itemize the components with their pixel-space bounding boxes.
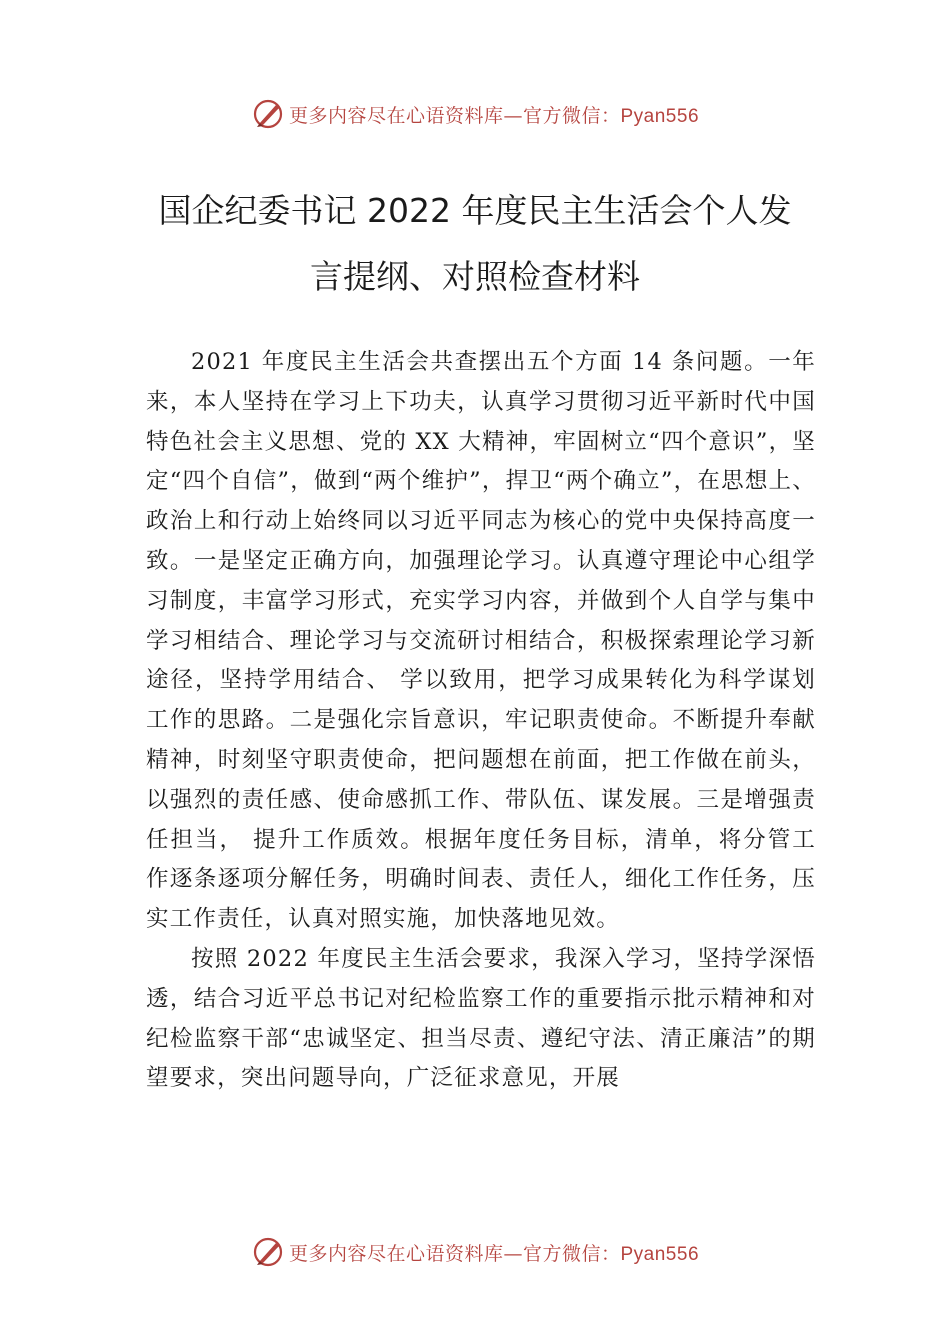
- banner-slogan: 更多内容尽在心语资料库: [288, 1242, 504, 1265]
- banner-slogan: 更多内容尽在心语资料库: [288, 104, 504, 127]
- footer-banner: [0, 1232, 950, 1272]
- banner-separator: —: [503, 1242, 523, 1265]
- banner-wechat-id: Pyan556: [620, 105, 700, 127]
- banner-text: [289, 101, 699, 128]
- title-line-1: 国企纪委书记 2022 年度民主生活会个人发: [158, 191, 792, 230]
- title-line-2: 言提纲、对照检查材料: [310, 257, 640, 296]
- pen-circle-logo-icon: [251, 1235, 285, 1269]
- document-title: [120, 178, 830, 310]
- document-body: [146, 343, 816, 1099]
- pen-circle-logo-icon: [251, 97, 285, 131]
- banner-wechat-label: 官方微信：: [522, 1242, 621, 1265]
- banner-wechat-id: Pyan556: [620, 1243, 700, 1265]
- paragraph-1: 2021 年度民主生活会共查摆出五个方面 14 条问题。一年来，本人坚持在学习上下功夫，认真学习贯彻习近平新时代中国特色社会主义思想、党的 XX 大精神，牢固树立“四个意识”，坚定“四个自信”，做到“两个维护”，捍卫“两个确立”，在思想上、政治上和行动上始终同以习近平同志为核心的党中央保持高度一致。一是坚定正确方向，加强理论学习。认真遵守理论中心组学习制度，丰富学习形式，充实学习内容，并做到个人自学与集中学习相结合、理论学习与交流研讨相结合，积极探索理论学习新途径，坚持学用结合、 学以致用，把学习成果转化为科学谋划工作的思路。二是强化宗旨意识，牢记职责使命。不断提升奉献精神，时刻坚守职责使命，把问题想在前面，把工作做在前头，以强烈的责任感、使命感抓工作、带队伍、谋发展。三是增强责任担当， 提升工作质效。根据年度任务目标，清单，将分管工作逐条逐项分解任务，明确时间表、责任人，细化工作任务，压实工作责任，认真对照实施，加快落地见效。: [146, 349, 816, 933]
- banner-text: [289, 1239, 699, 1266]
- banner-wechat-label: 官方微信：: [522, 104, 621, 127]
- paragraph-2: 按照 2022 年度民主生活会要求，我深入学习，坚持学深悟透，结合习近平总书记对纪检监察工作的重要指示批示精神和对纪检监察干部“忠诚坚定、担当尽责、遵纪守法、清正廉洁”的期望要求，突出问题导向，广泛征求意见，开展: [146, 945, 816, 1092]
- header-banner: [0, 94, 950, 134]
- banner-separator: —: [503, 104, 523, 127]
